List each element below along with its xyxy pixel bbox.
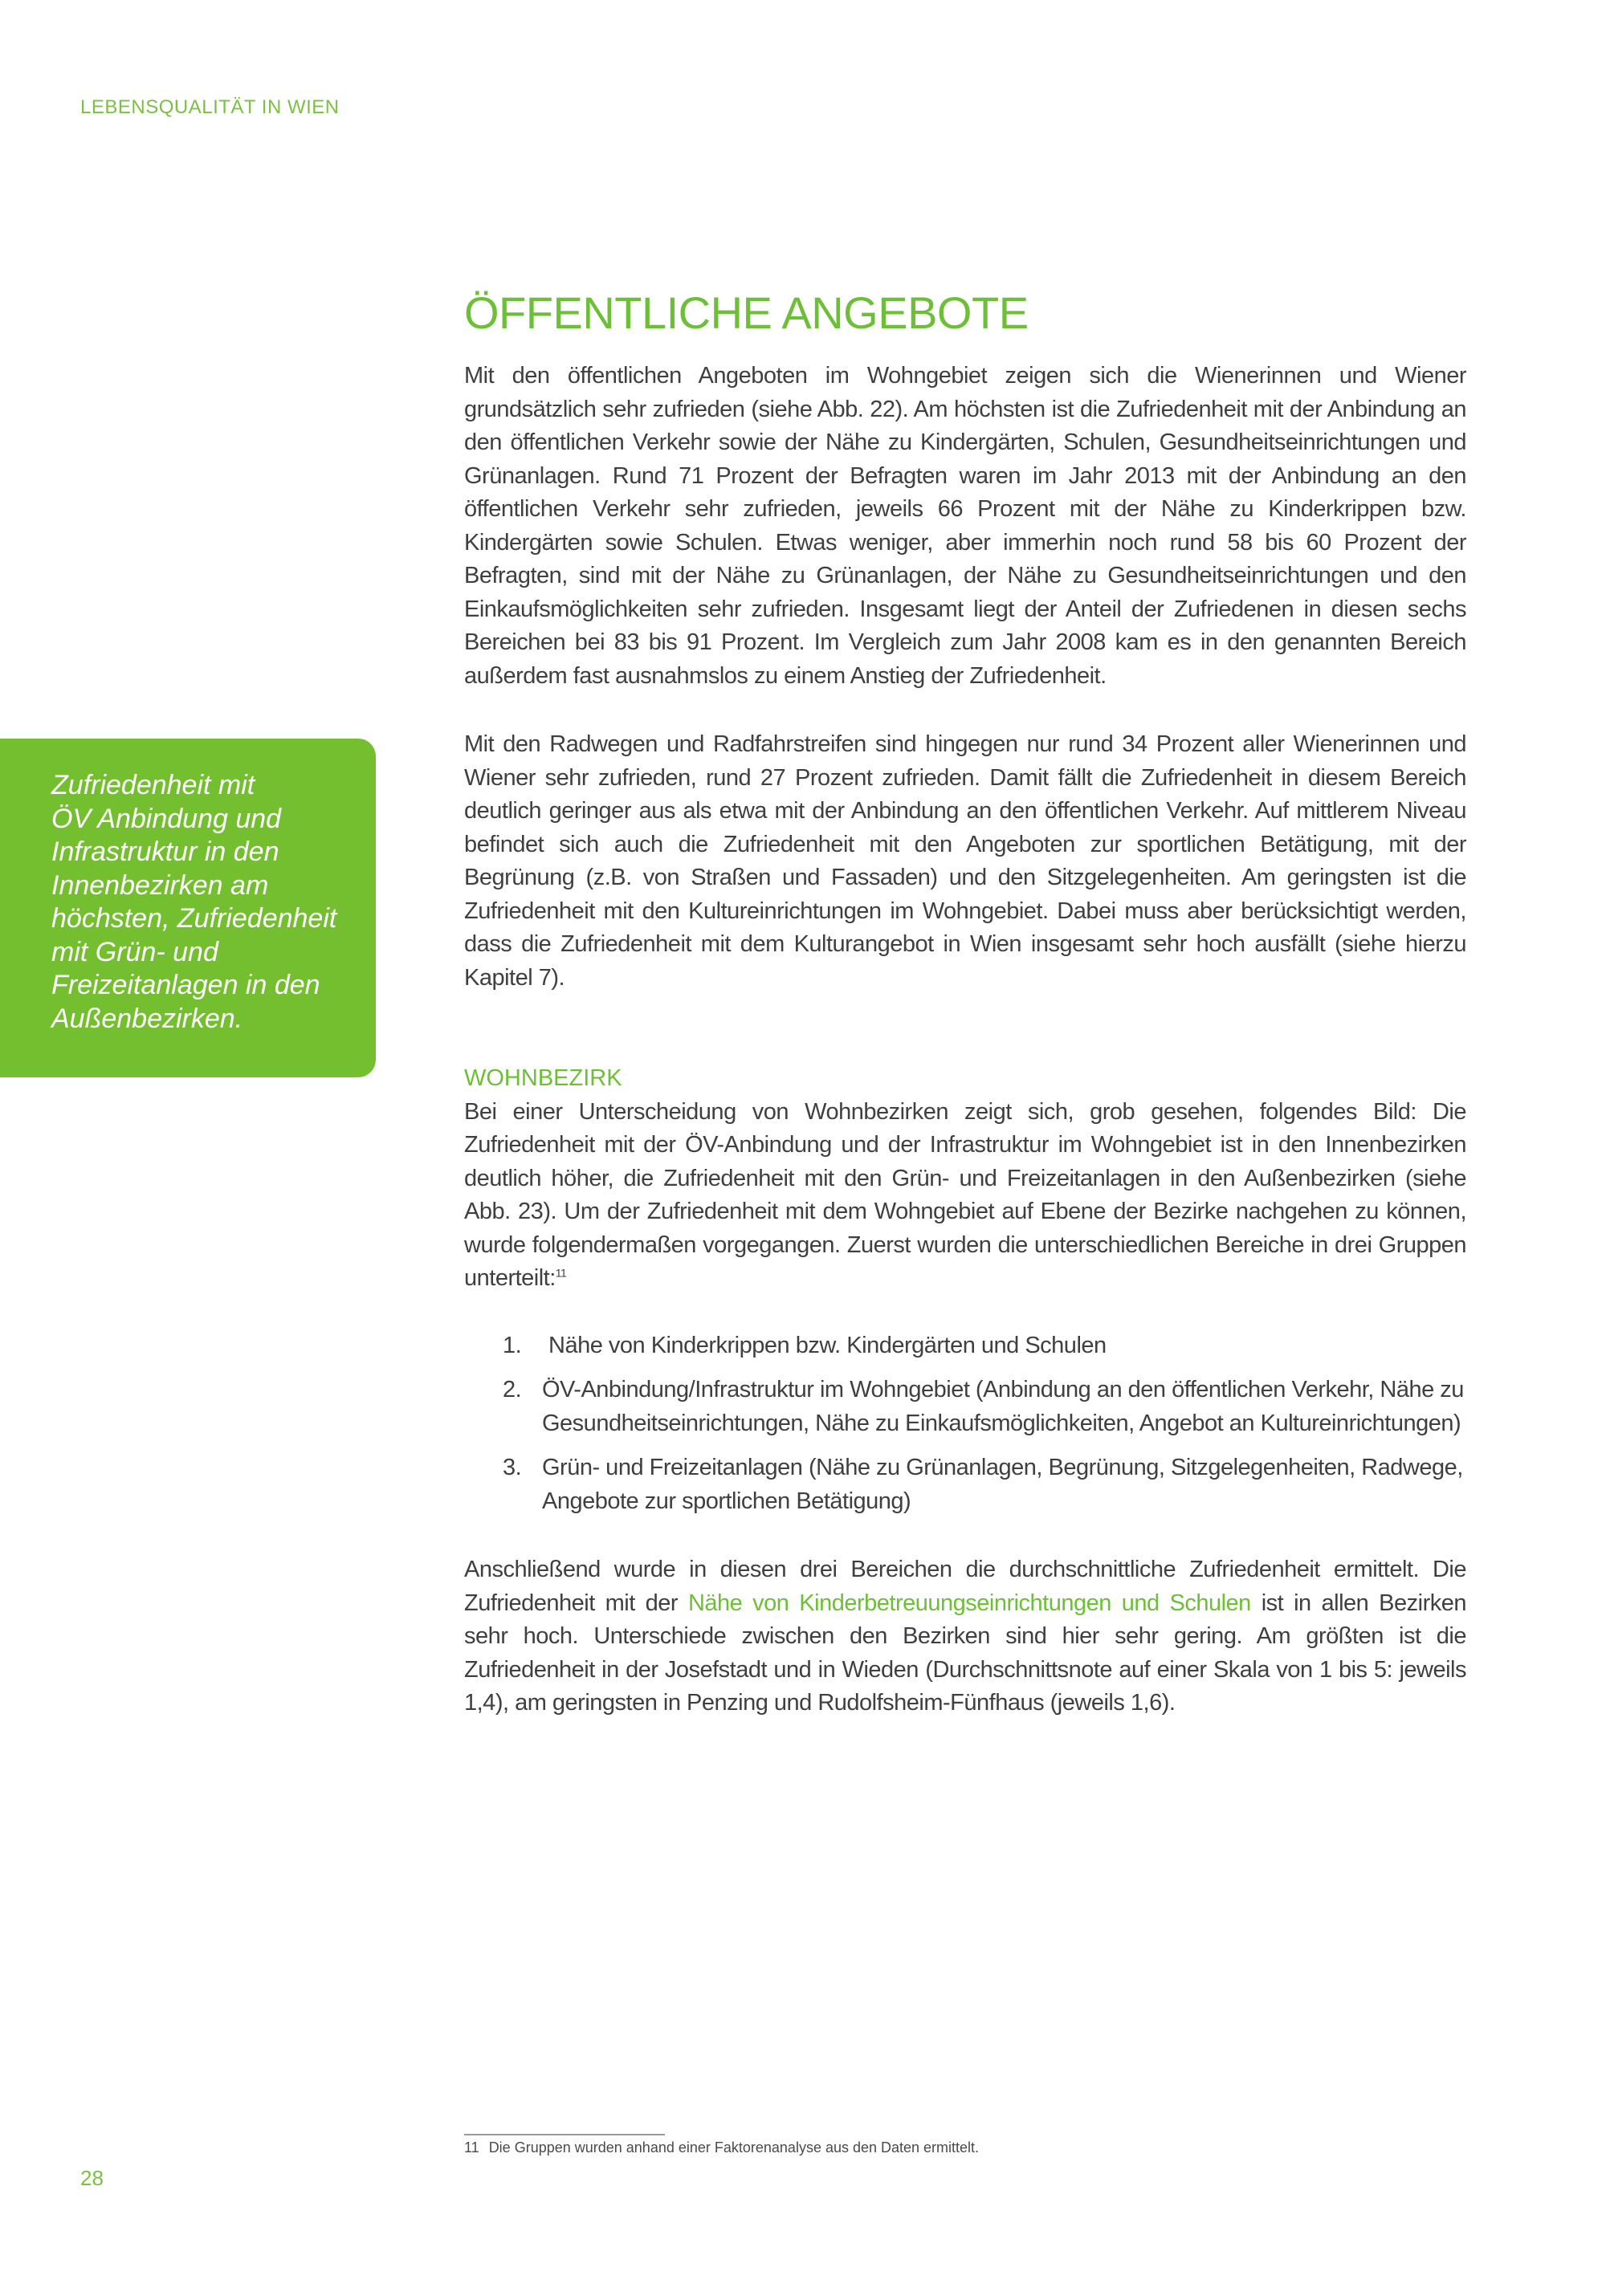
callout-line: Freizeitanlagen in den: [51, 970, 320, 1000]
paragraph-text: ist in allen Bezirken sehr hoch. Unterschiede zwischen den Bezirken sind hier sehr gering. Am größten ist die Zufriedenheit in der Josefstadt und in Wieden (Durchschnittsnote auf einer Skala von 1 bis 5: jeweils 1,4), am geringsten in Penzing und Rudolfsheim-Fünfhaus (jeweils 1,6).: [464, 1590, 1466, 1716]
paragraph-text: Bei einer Unterscheidung von Wohnbezirken zeigt sich, grob gesehen, folgendes Bild: Die Zufriedenheit mit der ÖV-Anbindung und der Infrastruktur im Wohngebiet ist in den Innenbezirken deutlich höher, die Zufriedenheit mit den Grün- und Freizeitanlagen in den Außenbezirken (siehe Abb. 23). Um der Zufriedenheit mit dem Wohngebiet auf Ebene der Bezirke nachgehen zu können, wurde folgendermaßen vorgegangen. Zuerst wurden die unterschiedlichen Bereiche in drei Gruppen unterteilt:: [464, 1098, 1466, 1291]
list-item: [464, 1451, 1466, 1518]
list-item-text: Nähe von Kinderkrippen bzw. Kindergärten und Schulen: [548, 1332, 1107, 1358]
callout-line: Innenbezirken am: [51, 869, 269, 901]
list-item-text: ÖV-Anbindung/Infrastruktur im Wohngebiet (Anbindung an den öffentlichen Verkehr, Nähe zu Gesundheitseinrichtungen, Nähe zu Einkaufsmöglichkeiten, Angebot an Kultureinrichtungen): [542, 1377, 1464, 1436]
list-item: [464, 1329, 1466, 1363]
subheading-wohnbezirk: WOHNBEZIRK: [464, 1065, 622, 1091]
callout-line: Infrastruktur in den: [51, 837, 279, 867]
body-paragraph: [464, 1553, 1466, 1720]
body-paragraph: Mit den öffentlichen Angeboten im Wohngebiet zeigen sich die Wienerinnen und Wiener grundsätzlich sehr zufrieden (siehe Abb. 22). Am höchsten ist die Zufriedenheit mit der Anbindung an den öffentlichen Verkehr sowie der Nähe zu Kindergärten, Schulen, Gesundheitseinrichtungen und Grünanlagen. Rund 71 Prozent der Befragten waren im Jahr 2013 mit der Anbindung an den öffentlichen Verkehr sehr zufrieden, jeweils 66 Prozent mit der Nähe zu Kinderkrippen bzw. Kindergärten sowie Schulen. Etwas weniger, aber immerhin noch rund 58 bis 60 Prozent der Befragten, sind mit der Nähe zu Grünanlagen, der Nähe zu Gesundheitseinrichtungen und den Einkaufsmöglichkeiten sehr zufrieden. Insgesamt liegt der Anteil der Zufriedenen in diesen sechs Bereichen bei 83 bis 91 Prozent. Im Vergleich zum Jahr 2008 kam es in den genannten Bereich außerdem fast ausnahmslos zu einem Anstieg der Zufriedenheit.: [464, 363, 1466, 689]
footnote-reference[interactable]: 11: [555, 1266, 567, 1280]
footnote: [464, 2139, 979, 2156]
list-item-number: 1.: [503, 1332, 522, 1358]
footnote-divider: [464, 2134, 665, 2135]
running-header: LEBENSQUALITÄT IN WIEN: [80, 96, 340, 118]
list-item-number: 3.: [503, 1455, 522, 1480]
numbered-list: [464, 1329, 1466, 1519]
callout-line: mit Grün- und: [51, 936, 218, 967]
list-item-number: 2.: [503, 1377, 522, 1402]
paragraph-text: Anschließend wurde in diesen drei Bereichen die durchschnittliche Zufriedenheit ermittelt. Die Zufriedenheit mit der: [464, 1557, 1466, 1616]
highlighted-link[interactable]: Nähe von Kinderbetreuungseinrichtungen und Schulen: [687, 1590, 1251, 1616]
callout-line: Zufriedenheit mit: [51, 770, 255, 800]
callout-line: ÖV Anbindung und: [51, 803, 282, 834]
body-paragraph: Mit den Radwegen und Radfahrstreifen sind hingegen nur rund 34 Prozent aller Wienerinnen und Wiener sehr zufrieden, rund 27 Prozent zufrieden. Damit fällt die Zufriedenheit in diesem Bereich deutlich geringer aus als etwa mit der Anbindung an den öffentlichen Verkehr. Auf mittlerem Niveau befindet sich auch die Zufriedenheit mit den Angeboten zur sportlichen Betätigung, mit der Begrünung (z.B. von Straßen und Fassaden) und den Sitzgelegenheiten. Am geringsten ist die Zufriedenheit mit den Kultureinrichtungen im Wohngebiet. Dabei muss aber berücksichtigt werden, dass die Zufriedenheit mit dem Kulturangebot in Wien insgesamt sehr hoch ausfällt (siehe hierzu Kapitel 7).: [464, 731, 1466, 991]
main-content: [464, 281, 1466, 1720]
section-title: ÖFFENTLICHE ANGEBOTE: [464, 287, 1029, 338]
callout-line: höchsten, Zufriedenheit: [51, 903, 337, 934]
page-number: 28: [80, 2166, 104, 2190]
sidebar-callout: [0, 739, 376, 1077]
footnote-text: Die Gruppen wurden anhand einer Faktorenanalyse aus den Daten ermittelt.: [488, 2139, 980, 2156]
footnote-number: 11: [464, 2139, 479, 2156]
list-item: [464, 1374, 1466, 1440]
list-item-text: Grün- und Freizeitanlagen (Nähe zu Grünanlagen, Begrünung, Sitzgelegenheiten, Radwege, Angebote zur sportlichen Betätigung): [542, 1455, 1463, 1514]
body-paragraph: [464, 1096, 1466, 1296]
callout-line: Außenbezirken.: [51, 1003, 243, 1034]
